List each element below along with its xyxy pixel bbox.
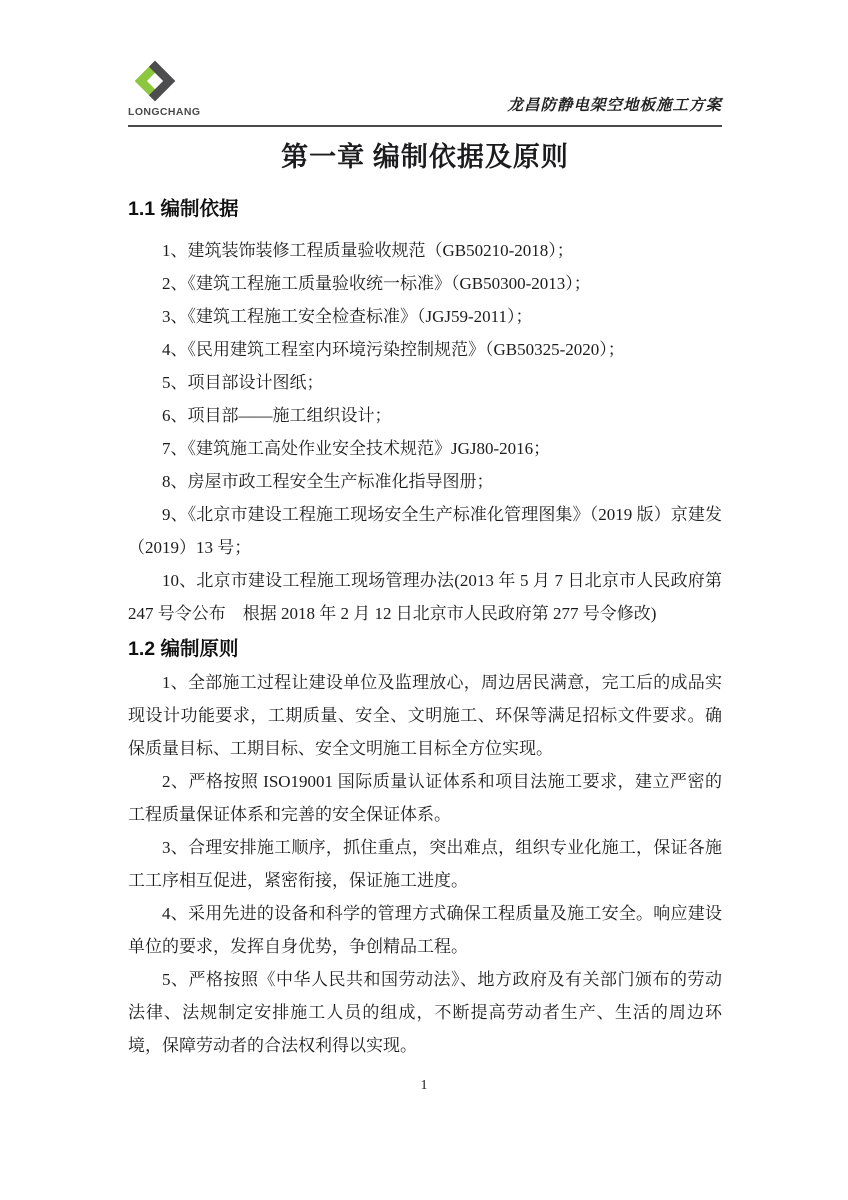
reference-item: 1、建筑装饰装修工程质量验收规范（GB50210-2018）； [162,241,574,260]
principle-paragraph: 4、采用先进的设备和科学的管理方式确保工程质量及施工安全。响应建设单位的要求，发挥自身优势，争创精品工程。 [128,904,722,956]
reference-item: 7、《建筑施工高处作业安全技术规范》JGJ80-2016； [162,439,551,458]
principle-paragraph: 1、全部施工过程让建设单位及监理放心，周边居民满意，完工后的成品实现设计功能要求，工期质量、安全、文明施工、环保等满足招标文件要求。确保质量目标、工期目标、安全文明施工目标全方位实现。 [128,673,722,758]
chapter-title: 第一章 编制依据及原则 [281,142,569,172]
page-number: 1 [420,1078,428,1093]
reference-item: 2、《建筑工程施工质量验收统一标准》（GB50300-2013）； [162,274,591,293]
principle-paragraph: 2、严格按照 ISO19001 国际质量认证体系和项目法施工要求，建立严密的工程质量保证体系和完善的安全保证体系。 [128,772,722,824]
reference-item: 5、项目部设计图纸； [162,373,324,392]
principle-paragraph: 5、严格按照《中华人民共和国劳动法》、地方政府及有关部门颁布的劳动法律、法规制定安排施工人员的组成，不断提高劳动者生产、生活的周边环境，保障劳动者的合法权利得以实现。 [128,970,722,1055]
reference-item: 9、《北京市建设工程施工现场安全生产标准化管理图集》（2019 版）京建发（2019）13 号； [128,505,722,557]
reference-item: 10、北京市建设工程施工现场管理办法(2013 年 5 月 7 日北京市人民政府第 247 号令公布 根据 2018 年 2 月 12 日北京市人民政府第 277 号令修改) [128,571,722,623]
logo-wordmark: LONGCHANG [128,106,201,118]
company-logo [128,58,200,118]
longchang-logo-icon [132,58,178,104]
reference-item: 8、房屋市政工程安全生产标准化指导图册； [162,472,494,491]
header-doc-title: 龙昌防静电架空地板施工方案 [507,97,722,114]
reference-item: 4、《民用建筑工程室内环境污染控制规范》（GB50325-2020）； [162,340,625,359]
page-header [128,54,722,118]
reference-item: 3、《建筑工程施工安全检查标准》（JGJ59-2011）； [162,307,533,326]
header-rule [128,125,722,127]
section-heading-1-1: 1.1 编制依据 [128,198,239,220]
principle-paragraph: 3、合理安排施工顺序，抓住重点，突出难点，组织专业化施工，保证各施工工序相互促进，紧密衔接，保证施工进度。 [128,838,722,890]
section-heading-1-2: 1.2 编制原则 [128,638,239,660]
reference-item: 6、项目部——施工组织设计； [162,406,392,425]
